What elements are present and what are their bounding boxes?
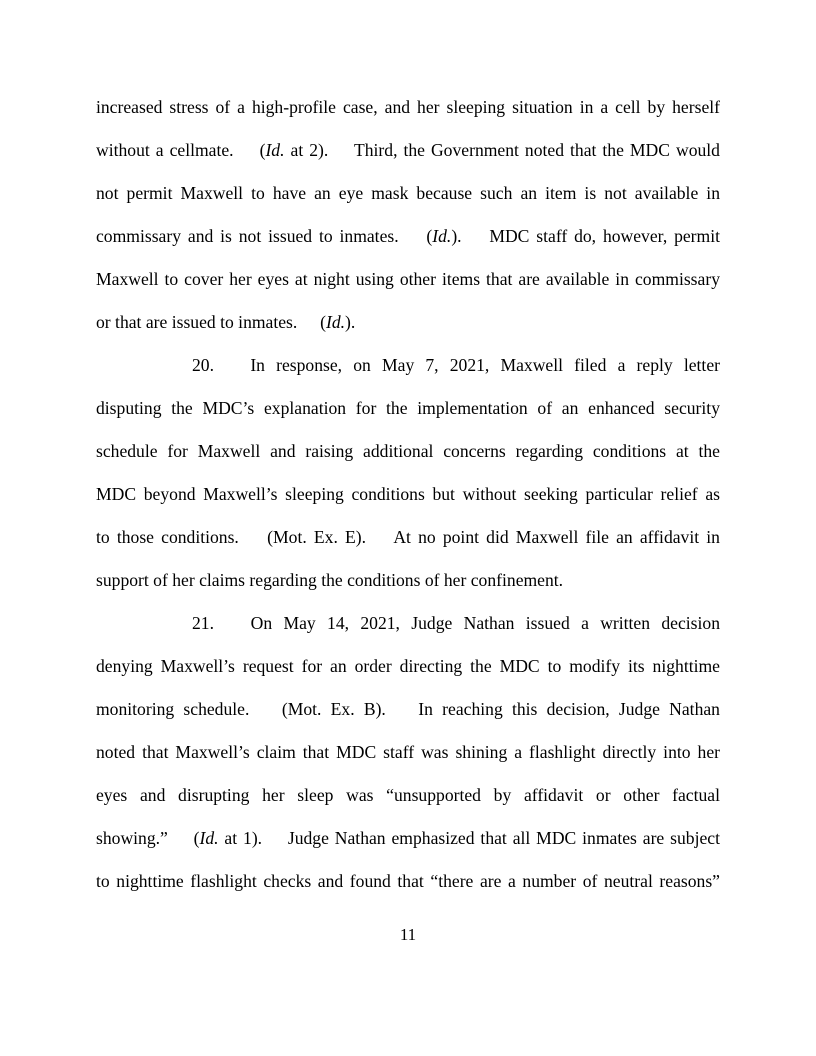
paragraph-number: 20. [192, 355, 214, 375]
citation-id: Id. [265, 140, 285, 160]
citation-id: Id. [432, 226, 452, 246]
text-line: eyes and disrupting her sleep was “unsupported by affidavit or other factual [96, 785, 720, 805]
text-line: Maxwell to cover her eyes at night using other items that are available in commissary [96, 269, 720, 289]
text-line: showing.” (Id. at 1). Judge Nathan emphasized that all MDC inmates are subject [96, 828, 720, 848]
body-text [96, 92, 720, 909]
text-line: schedule for Maxwell and raising additional concerns regarding conditions at the [96, 441, 720, 461]
citation-id: Id. [199, 828, 219, 848]
text-line: increased stress of a high-profile case, and her sleeping situation in a cell by herself [96, 97, 720, 117]
page-number: 11 [399, 925, 417, 944]
text-line: disputing the MDC’s explanation for the implementation of an enhanced security [96, 398, 720, 418]
text-line: to nighttime flashlight checks and found that “there are a number of neutral reasons” [96, 871, 720, 891]
paragraph-21-start: 21. On May 14, 2021, Judge Nathan issued a written decision [192, 613, 720, 633]
text-line: support of her claims regarding the conditions of her confinement. [96, 570, 564, 590]
text-line: noted that Maxwell’s claim that MDC staff was shining a flashlight directly into her [96, 742, 720, 762]
paragraph-number: 21. [192, 613, 214, 633]
citation-id: Id. [325, 312, 346, 332]
text-line: not permit Maxwell to have an eye mask because such an item is not available in [96, 183, 720, 203]
text-line: without a cellmate. (Id. at 2). Third, the Government noted that the MDC would [96, 140, 720, 160]
text-line: MDC beyond Maxwell’s sleeping conditions but without seeking particular relief as [96, 484, 720, 504]
text-line: to those conditions. (Mot. Ex. E). At no point did Maxwell file an affidavit in [96, 527, 720, 547]
text-line: or that are issued to inmates. (Id.). [96, 312, 356, 332]
text-line: denying Maxwell’s request for an order directing the MDC to modify its nighttime [96, 656, 720, 676]
text-line: commissary and is not issued to inmates. (Id.). MDC staff do, however, permit [96, 226, 721, 246]
text-line: monitoring schedule. (Mot. Ex. B). In reaching this decision, Judge Nathan [96, 699, 720, 719]
paragraph-20-start: 20. In response, on May 7, 2021, Maxwell filed a reply letter [192, 355, 720, 375]
